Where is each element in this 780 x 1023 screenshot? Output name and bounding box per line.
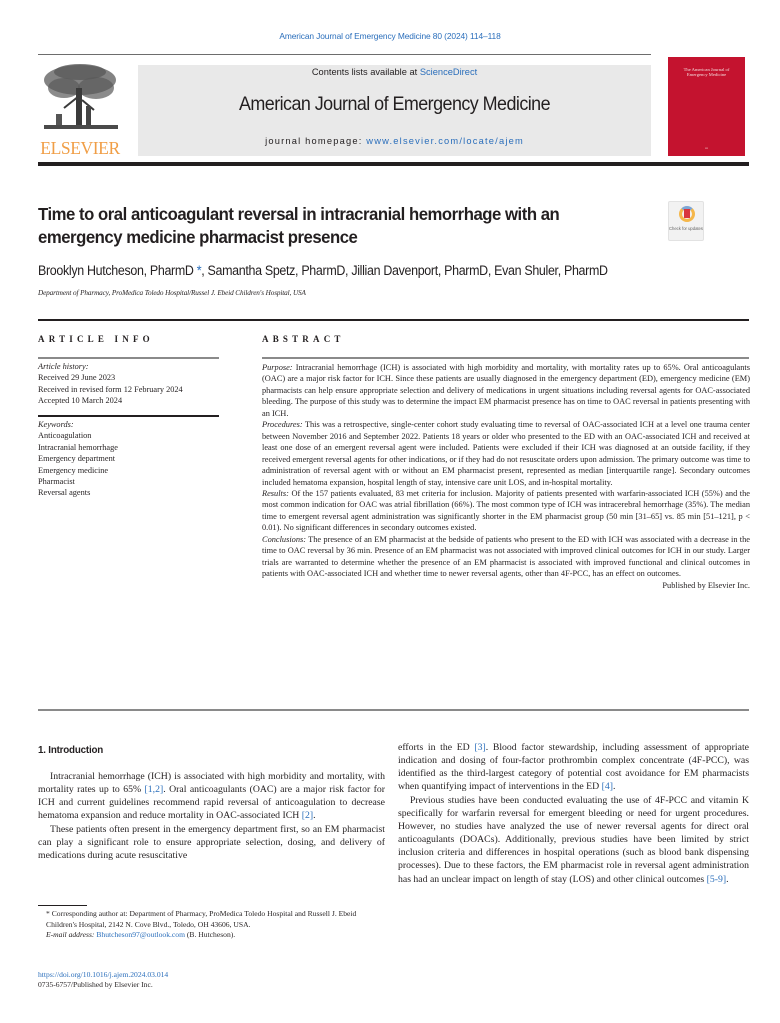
author-name[interactable]: Brooklyn Hutcheson, PharmD — [38, 263, 194, 278]
citation-link[interactable]: [1,2] — [144, 784, 164, 796]
body-text: . Blood factor stewardship, including assessment of appropriate indication and dosing of four-factor prothrombin complex concentrate (4F-PCC), was identified as the third-largest category of potential cost avoidance for EM pharmacists when quantifying impact of interventions in the ED — [398, 742, 749, 793]
author-name[interactable]: Samantha Spetz, PharmD — [207, 263, 346, 278]
header-rule — [38, 54, 651, 55]
body-paragraph — [38, 770, 385, 823]
citation-link[interactable]: [5-9] — [706, 873, 727, 885]
abstract-rule — [262, 357, 749, 359]
abstract-body — [262, 362, 750, 591]
citation-link[interactable]: [4] — [601, 781, 613, 793]
abstract-label: Results: — [262, 488, 289, 498]
affiliation: Department of Pharmacy, ProMedica Toledo Hospital/Russel J. Ebeid Children's Hospital, USA — [38, 289, 306, 297]
body-paragraph — [398, 794, 749, 886]
body-text: Intracranial hemorrhage (ICH) is associated with high morbidity and mortality, with mortality rates up to 65% — [38, 771, 385, 796]
footnote — [38, 909, 385, 941]
author-separator: , — [201, 263, 208, 278]
abstract-text: Of the 157 patients evaluated, 83 met criteria for inclusion. Majority of patients presented with warfarin-associated ICH (55%) and the most common indication for OAC was atrial fibrillation (66%). The most common type of ICH was intracerebral hemorrhage (35%). The median time to emergent reversal agent administration was significantly shorter in the EM pharmacist group (50 min [31–65] vs. 85 min [51–121], p < 0.01). No significant differences in secondary outcomes existed. — [262, 488, 750, 533]
body-left-column — [38, 770, 385, 862]
journal-name: American Journal of Emergency Medicine — [238, 93, 551, 115]
keywords-block — [38, 419, 223, 499]
keywords-rule — [38, 415, 219, 417]
crossmark-flag-icon — [684, 209, 690, 218]
elsevier-wordmark: ELSEVIER — [40, 138, 120, 158]
body-paragraph — [38, 823, 385, 862]
author-name[interactable]: Evan Shuler, PharmD — [494, 263, 608, 278]
keyword: Anticoagulation — [38, 431, 92, 441]
history-label: Article history: — [38, 362, 89, 371]
elsevier-tree-icon — [40, 62, 120, 134]
cover-footer-mark: ▪▪▪ — [704, 146, 709, 150]
sciencedirect-link[interactable]: ScienceDirect — [419, 67, 478, 77]
issn-line: 0735-6757/Published by Elsevier Inc. — [38, 980, 153, 990]
citation-link[interactable]: [2] — [301, 810, 314, 822]
masthead-rule — [38, 162, 749, 166]
running-head: American Journal of Emergency Medicine 80 (2024) 114–118 — [279, 31, 501, 41]
abstract-label: Procedures: — [262, 420, 303, 430]
body-text: efforts in the ED — [398, 742, 475, 753]
body-text: . — [726, 873, 729, 885]
abstract-purpose — [262, 362, 750, 419]
elsevier-logo[interactable] — [38, 62, 122, 157]
body-paragraph — [398, 741, 749, 794]
keyword: Pharmacist — [38, 477, 75, 487]
abstract-label: Conclusions: — [262, 534, 307, 544]
keywords-label: Keywords: — [38, 420, 74, 429]
abstract-end-rule — [38, 709, 749, 711]
author-separator: , — [345, 263, 352, 278]
cover-title: The American Journal of Emergency Medicine — [683, 67, 730, 78]
history-accepted: Accepted 10 March 2024 — [38, 396, 123, 406]
body-text: . — [613, 781, 616, 793]
author-list — [38, 263, 708, 278]
email-link[interactable]: Bhutcheson97@outlook.com — [96, 930, 185, 940]
history-revised: Received in revised form 12 February 2024 — [38, 384, 183, 394]
check-for-updates-label: Check for updates — [669, 226, 703, 231]
contents-line — [138, 67, 651, 77]
abstract-results — [262, 488, 750, 534]
publisher-line: Published by Elsevier Inc. — [662, 580, 750, 590]
body-text: . — [313, 810, 316, 822]
body-text: These patients often present in the emergency department first, so an EM pharmacist can play a significant role to ensure appropriate selection, dosing, and delivery of medications during acute resuscitative — [38, 823, 385, 861]
corresponding-author-mark[interactable]: * — [196, 263, 202, 278]
homepage-prefix: journal homepage: — [265, 136, 367, 146]
contents-prefix: Contents lists available at — [311, 67, 420, 77]
abstract-label: Purpose: — [262, 363, 293, 372]
journal-cover-thumbnail[interactable] — [668, 57, 745, 156]
corresponding-author-note: * Corresponding author at: Department of Pharmacy, ProMedica Toledo Hospital and Russell J. Ebeid Children's Hospital, 2142 N. Cove Blvd., Toledo, OH 43606, USA. — [46, 909, 357, 929]
author-name[interactable]: Jillian Davenport, PharmD — [351, 263, 488, 278]
check-for-updates-badge[interactable] — [668, 201, 704, 241]
abstract-conclusions — [262, 534, 750, 580]
abstract-text: The presence of an EM pharmacist at the bedside of patients who present to the ED with ICH was associated with a decrease in the time to OAC reversal by 36 min. Presence of an EM pharmacist was not associated with improved clinical outcomes for ICH in our study. Larger trials are warranted to determine whether the presence of an EM pharmacist is associated with improved functional and clinical outcomes in patients with OAC-associated ICH and whether time to newer reversal agents, other than 4F-PCC, has an effect on outcomes. — [262, 534, 750, 579]
journal-masthead — [138, 65, 651, 156]
email-label: E-mail address: — [46, 930, 95, 940]
abstract-heading: ABSTRACT — [262, 334, 345, 344]
keyword: Intracranial hemorrhage — [38, 442, 118, 452]
footnote-rule — [38, 905, 87, 906]
citation-link[interactable]: [3] — [474, 742, 486, 753]
body-text: Previous studies have been conducted evaluating the use of 4F-PCC and vitamin K specifically for warfarin reversal for emergent bleeding or need for urgent procedures. However, no studies have analyzed the use of newer reversal agents for direct oral anticoagulants (DOACs). Additionally, previous studies have been limited by strict inclusion criteria and differences in hospital operations (such as blood bank dispensing processes). Due to these factors, the EM pharmacist role in reversal agent administration has had an unclear impact on length of stay (LOS) and other clinical outcomes — [398, 794, 749, 885]
section-rule — [38, 319, 749, 321]
article-info-heading: ARTICLE INFO — [38, 334, 154, 344]
body-text: . Oral anticoagulants (OAC) are a major risk factor for ICH and current guidelines recommend rapid reversal of anticoagulation to decrease hematoma expansion and reduce mortality in OAC-associated ICH — [38, 784, 385, 822]
article-info-rule — [38, 357, 219, 359]
journal-homepage-link[interactable]: www.elsevier.com/locate/ajem — [366, 136, 524, 146]
author-separator: , — [487, 263, 495, 278]
abstract-text: Intracranial hemorrhage (ICH) is associated with high morbidity and mortality, with mortality rates up to 65%. Oral anticoagulants (OAC) are a major risk factor for ICH. Since these patients are usually diagnosed in the emergency department (ED), emergency medicine (EM) pharmacists can help ensure appropriate selection and delivery of medications in urgent situations including reversal agents for OAC-associated bleeding. The purpose of this study was to determine the impact EM pharmacist presence has on time to OAC reversal in patients presenting with an ICH. — [262, 363, 750, 418]
doi-link[interactable]: https://doi.org/10.1016/j.ajem.2024.03.014 — [38, 970, 169, 979]
keyword: Emergency medicine — [38, 465, 109, 475]
history-received: Received 29 June 2023 — [38, 373, 116, 383]
keyword: Emergency department — [38, 454, 116, 464]
doi-block — [38, 970, 168, 991]
email-line — [38, 930, 385, 941]
homepage-line — [138, 136, 651, 146]
abstract-text: This was a retrospective, single-center cohort study evaluating time to reversal of OAC-associated ICH at a level one trauma center between November 2016 and September 2022. Patients 18 years or older who presented to the ED with an OAC-associated ICH and received at least one dose of an emergent reversal agent were included. Patients were excluded if their ICH was diagnosed at an outside facility, if they received emergent reversal agents for other indications, or if they had do not resuscitate orders upon admission. The primary outcome was time to administration of reversal agent with or without an EM pharmacist present, represented as median [interquartile range]. Secondary outcomes included hematoma expansion, hospital length of stay, intensive care unit LOS, and in-hospital mortality. — [262, 420, 750, 487]
body-right-column — [398, 741, 749, 886]
email-suffix: (B. Hutcheson). — [184, 930, 236, 940]
keyword: Reversal agents — [38, 488, 91, 498]
abstract-procedures — [262, 419, 750, 488]
article-history — [38, 361, 223, 407]
article-title: Time to oral anticoagulant reversal in intracranial hemorrhage with an emergency medicine pharmacist presence — [38, 204, 560, 247]
section-heading-introduction: 1. Introduction — [38, 745, 104, 756]
